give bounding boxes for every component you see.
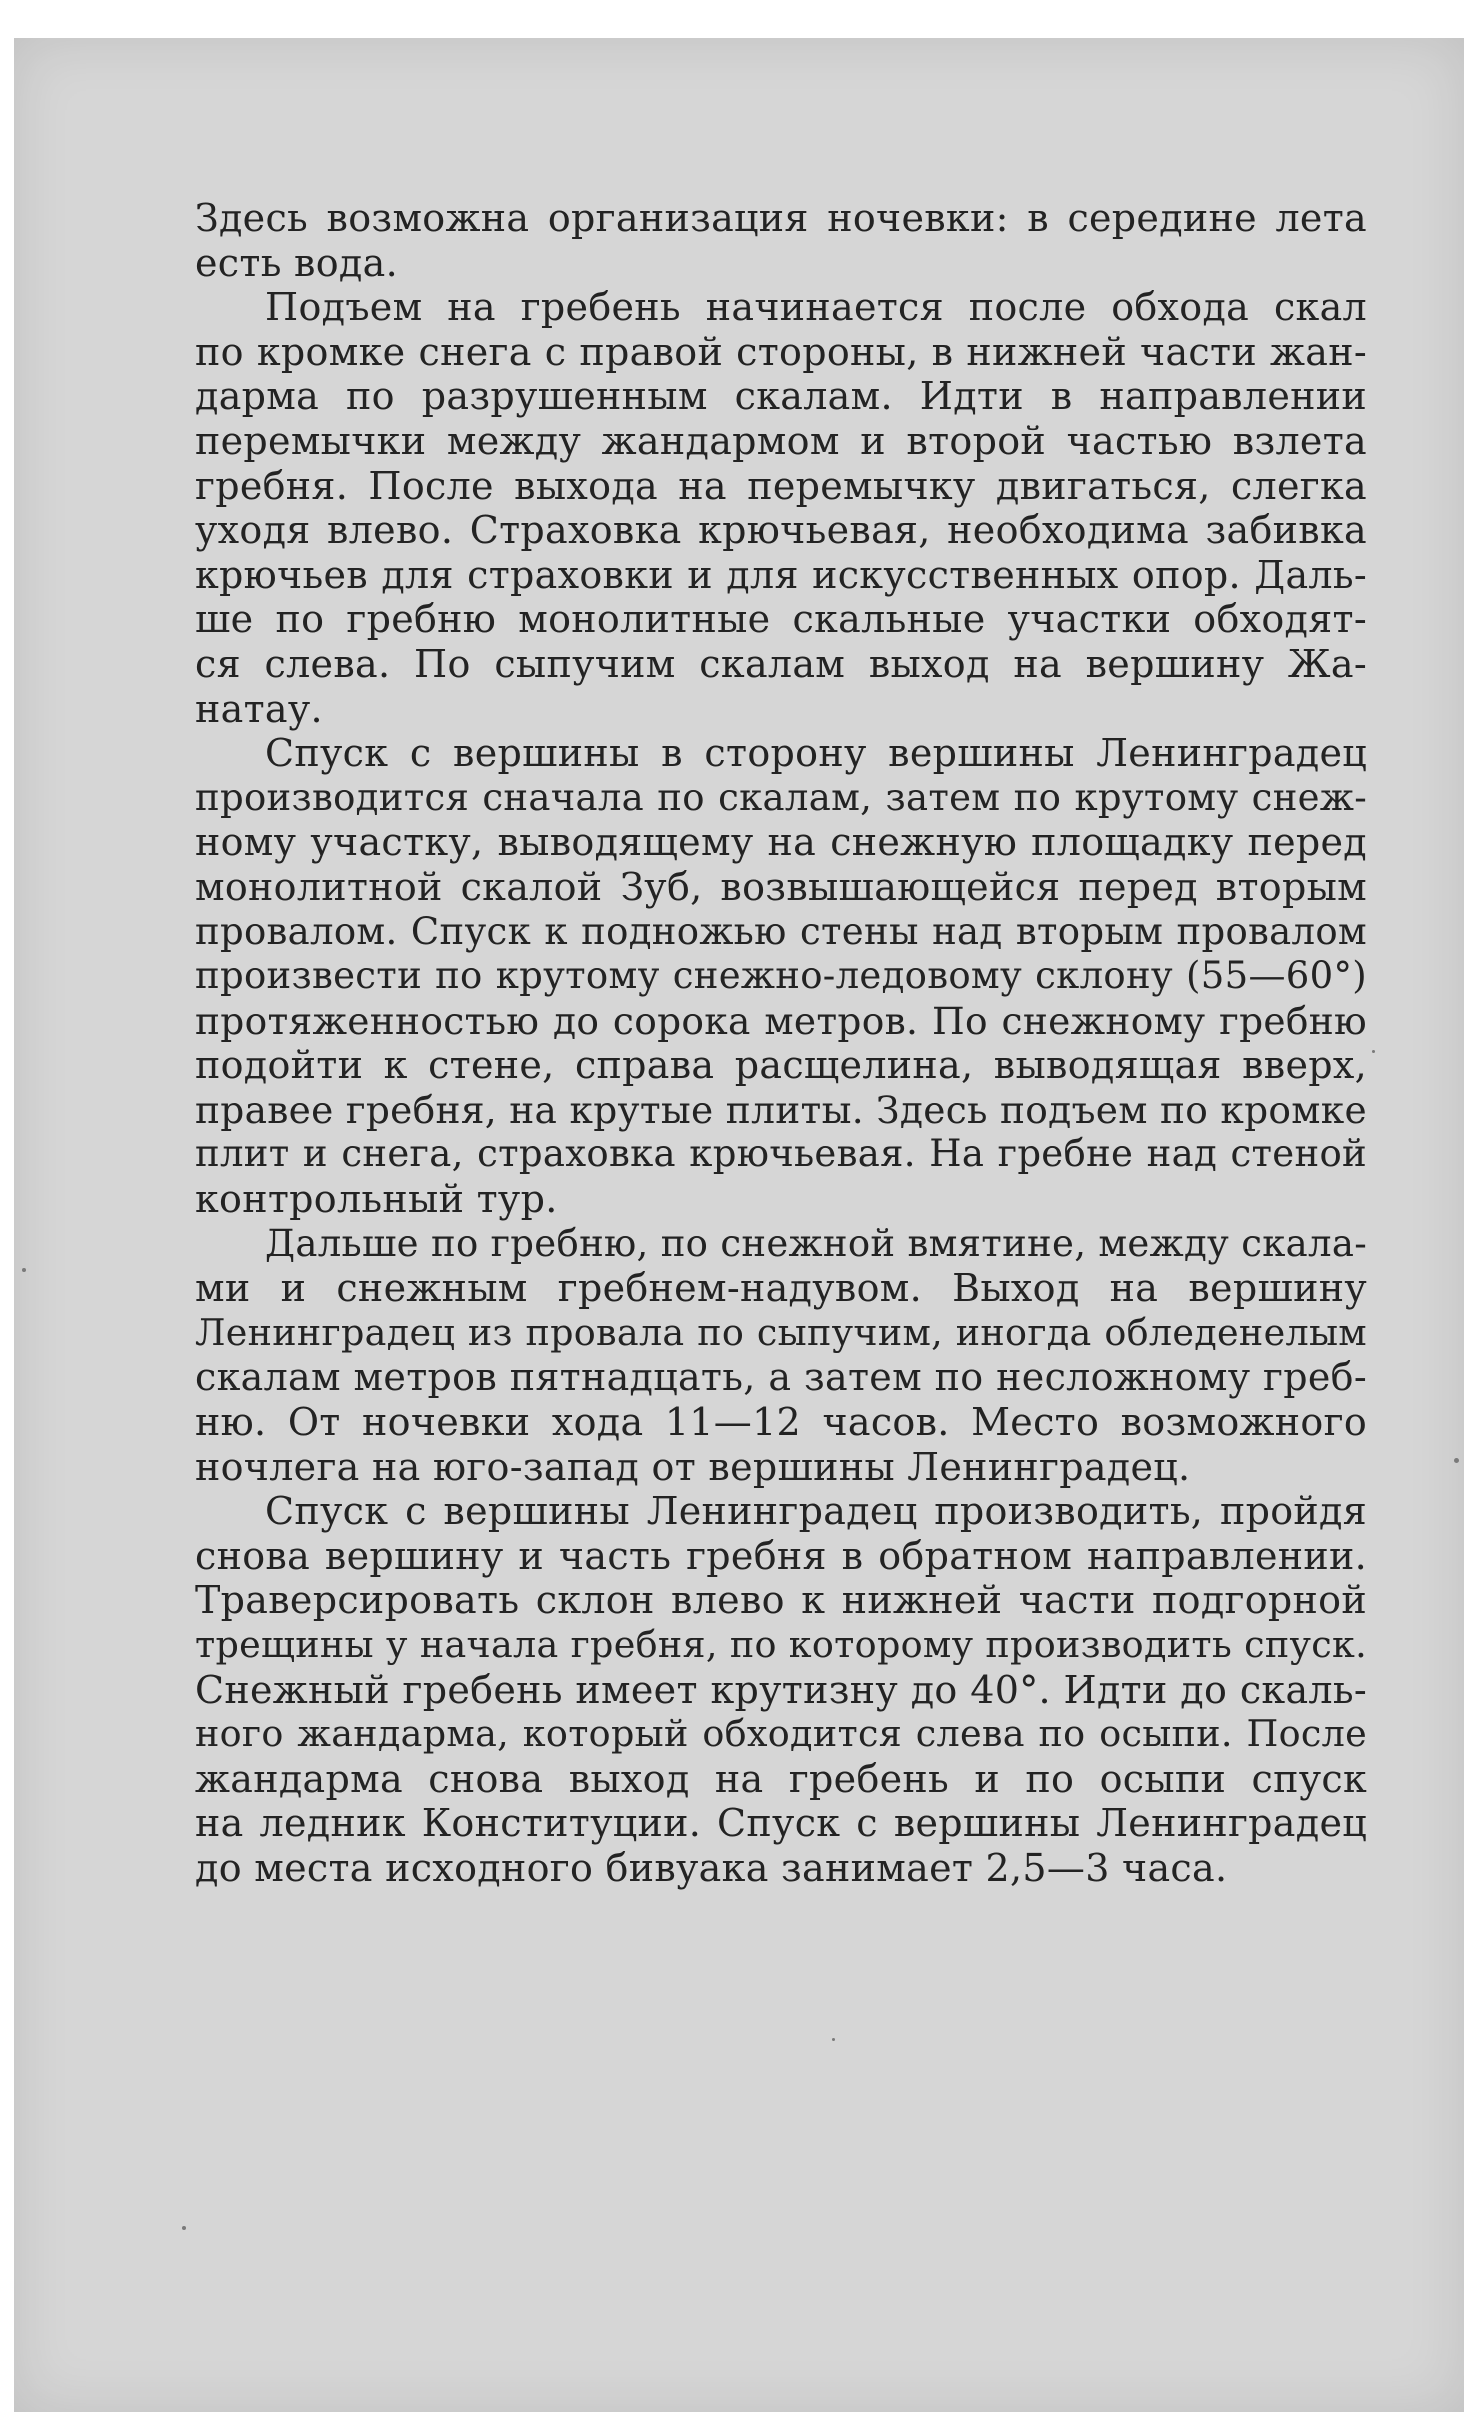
text-line: дарма по разрушенным скалам. Идти в направлении <box>195 374 1367 419</box>
text-line: провалом. Спуск к подножью стены над вторым провалом <box>195 909 1367 953</box>
text-line: до места исходного бивуака занимает 2,5—3 часа. <box>195 1845 1228 1890</box>
text-line: Снежный гребень имеет крутизну до 40°. Идти до скаль- <box>195 1667 1367 1712</box>
text-line: перемычки между жандармом и второй частью взлета <box>195 418 1367 463</box>
paragraph <box>195 1222 1367 1490</box>
text-line: Спуск с вершины в сторону вершины Ленинградец <box>265 731 1367 776</box>
page-text <box>195 196 1367 1891</box>
text-line: уходя влево. Страховка крючьевая, необходима забивка <box>195 508 1367 553</box>
text-line: на ледник Конституции. Спуск с вершины Ленинградец <box>195 1801 1367 1846</box>
dust-speck <box>22 1268 26 1272</box>
text-line: монолитной скалой Зуб, возвышающейся перед вторым <box>195 864 1367 909</box>
text-line: есть вода. <box>195 240 398 285</box>
text-line: ному участку, выводящему на снежную площадку перед <box>195 820 1367 865</box>
text-line: Спуск с вершины Ленинградец производить, пройдя <box>265 1489 1367 1534</box>
paragraph <box>195 1489 1367 1890</box>
text-line: по кромке снега с правой стороны, в нижней части жан- <box>195 329 1367 374</box>
paragraph <box>195 196 1367 285</box>
text-line: Подъем на гребень начинается после обхода скал <box>265 285 1367 330</box>
text-line: гребня. После выхода на перемычку двигаться, слегка <box>195 463 1367 508</box>
text-line: снова вершину и часть гребня в обратном направлении. <box>195 1533 1367 1578</box>
text-line: Здесь возможна организация ночевки: в середине лета <box>195 196 1367 240</box>
text-line: трещины у начала гребня, по которому производить спуск. <box>195 1623 1367 1666</box>
text-line: Дальше по гребню, по снежной вмятине, между скала- <box>265 1221 1367 1265</box>
text-line: производится сначала по скалам, затем по крутому снеж- <box>195 775 1367 819</box>
text-line: крючьев для страховки и для искусственных опор. Даль- <box>195 552 1367 597</box>
text-line: контрольный тур. <box>195 1177 558 1222</box>
text-line: правее гребня, на крутые плиты. Здесь подъем по кромке <box>195 1087 1367 1132</box>
text-line: Ленинградец из провала по сыпучим, иногда обледенелым <box>195 1310 1367 1354</box>
text-line: ню. От ночевки хода 11—12 часов. Место возможного <box>195 1400 1367 1445</box>
dust-speck <box>1454 1458 1459 1463</box>
text-line: ше по гребню монолитные скальные участки обходят- <box>195 597 1367 642</box>
text-line: подойти к стене, справа расщелина, выводящая вверх, <box>195 1043 1367 1088</box>
dust-speck <box>1372 1050 1375 1053</box>
text-line: протяженностью до сорока метров. По снежному гребню <box>195 998 1367 1043</box>
text-line: Траверсировать склон влево к нижней части подгорной <box>195 1578 1367 1623</box>
dust-speck <box>832 2038 835 2041</box>
text-line: ми и снежным гребнем-надувом. Выход на вершину <box>195 1266 1367 1311</box>
paragraph <box>195 285 1367 731</box>
text-line: ся слева. По сыпучим скалам выход на вершину Жа- <box>195 641 1367 686</box>
text-line: жандарма снова выход на гребень и по осыпи спуск <box>195 1756 1367 1801</box>
text-line: плит и снега, страховка крючьевая. На гребне над стеной <box>195 1132 1367 1176</box>
paragraph <box>195 731 1367 1222</box>
dust-speck <box>182 2226 186 2230</box>
text-line: скалам метров пятнадцать, а затем по несложному греб- <box>195 1355 1367 1400</box>
text-line: произвести по крутому снежно-ледовому склону (55—60°) <box>195 954 1367 998</box>
text-line: натау. <box>195 686 323 731</box>
text-line: ного жандарма, который обходится слева по осыпи. После <box>195 1712 1367 1756</box>
text-line: ночлега на юго-запад от вершины Ленинградец. <box>195 1444 1191 1489</box>
